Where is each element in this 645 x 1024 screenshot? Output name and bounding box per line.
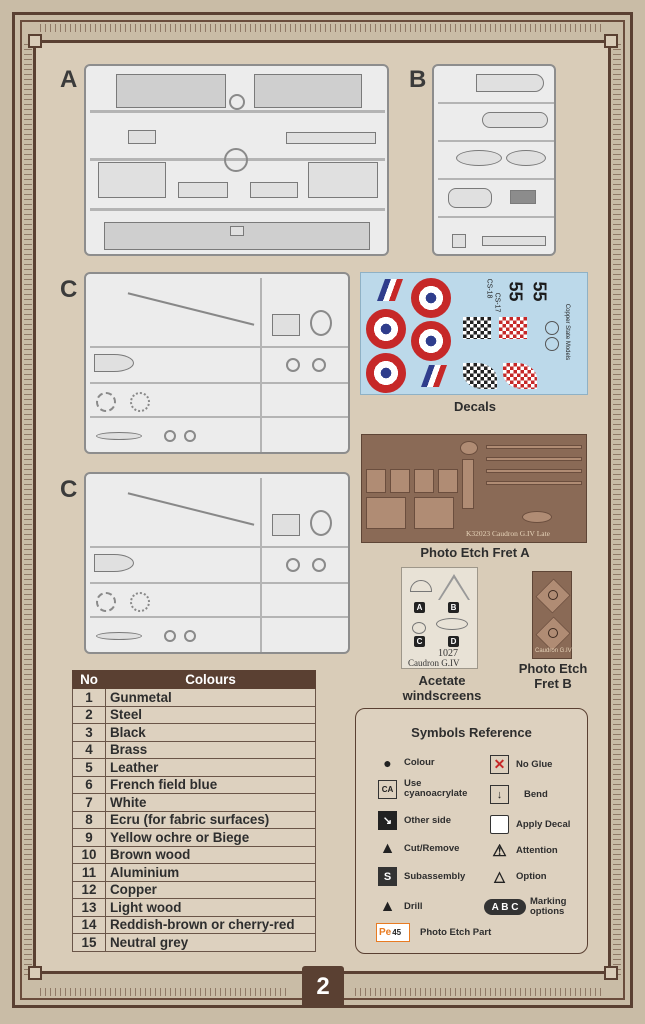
colour-number: 15 xyxy=(73,934,106,952)
sprue-b xyxy=(432,64,556,256)
symbol-pe-part xyxy=(376,923,491,942)
checker-dark-2 xyxy=(463,363,497,389)
corner-tl xyxy=(28,34,42,48)
colour-name: Leather xyxy=(106,759,316,777)
apply-decal-icon xyxy=(490,815,509,834)
roundel-3 xyxy=(411,321,451,361)
other-side-icon: ↘ xyxy=(378,811,397,830)
colour-number: 4 xyxy=(73,741,106,759)
colour-name: Black xyxy=(106,724,316,742)
decal-code-2: CS-17 xyxy=(493,292,501,313)
colour-name: Steel xyxy=(106,706,316,724)
colour-name: Copper xyxy=(106,881,316,899)
symbol-cut-remove-label: Cut/Remove xyxy=(404,842,460,854)
section-label-c-lower: C xyxy=(60,476,78,503)
roundel-4 xyxy=(366,353,406,393)
decal-sheet xyxy=(360,272,588,395)
table-row xyxy=(73,846,316,864)
drill-icon: ▲ xyxy=(379,897,396,915)
symbol-subassembly xyxy=(378,867,465,886)
symbols-reference-box xyxy=(355,708,588,954)
symbol-no-glue xyxy=(490,755,552,774)
acetate-caption: Acetate windscreens xyxy=(402,673,482,703)
symbol-other-side xyxy=(378,811,451,830)
symbol-bend xyxy=(490,785,548,804)
colours-header-no: No xyxy=(73,671,106,689)
table-row xyxy=(73,916,316,934)
symbol-attention-label: Attention xyxy=(516,844,558,856)
colour-number: 3 xyxy=(73,724,106,742)
acetate-badge-a: A xyxy=(414,602,425,613)
fret-a-label: K32023 Caudron G.IV Late xyxy=(466,529,551,538)
sprue-c-lower xyxy=(84,472,350,654)
section-label-a: A xyxy=(60,66,78,93)
attention-icon: ⚠ xyxy=(492,842,507,860)
sprue-a xyxy=(84,64,389,256)
colour-number: 8 xyxy=(73,811,106,829)
symbol-option-label: Option xyxy=(516,870,547,882)
corner-bl xyxy=(28,966,42,980)
table-row xyxy=(73,759,316,777)
colour-number: 10 xyxy=(73,846,106,864)
fret-b-label: Caudron G.IV xyxy=(535,648,572,654)
acetate-sheet xyxy=(401,567,478,669)
symbol-attention xyxy=(490,841,558,860)
colour-drop-icon: ● xyxy=(383,754,392,771)
section-label-b: B xyxy=(409,66,427,93)
decal-number-2: 55 xyxy=(529,281,550,302)
colour-name: Light wood xyxy=(106,899,316,917)
pe-part-icon xyxy=(376,923,410,942)
cut-remove-icon: ▲ xyxy=(379,839,396,857)
roundel-2 xyxy=(366,309,406,349)
symbol-pe-part-label: Photo Etch Part xyxy=(420,926,492,938)
colour-name: French field blue xyxy=(106,776,316,794)
symbol-marking-options xyxy=(484,897,580,917)
table-row xyxy=(73,829,316,847)
photo-etch-fret-a xyxy=(361,434,587,543)
symbol-bend-label: Bend xyxy=(524,788,548,800)
page-number: 2 xyxy=(302,966,344,1008)
acetate-name: Caudron G.IV xyxy=(408,658,460,668)
bottom-ruler xyxy=(40,988,290,996)
colours-header-name: Colours xyxy=(106,671,316,689)
marking-options-icon: A B C xyxy=(484,899,526,915)
table-row xyxy=(73,689,316,707)
tricolour-upper xyxy=(377,279,403,301)
colour-number: 6 xyxy=(73,776,106,794)
table-row xyxy=(73,776,316,794)
table-row xyxy=(73,794,316,812)
corner-tr xyxy=(604,34,618,48)
colour-number: 1 xyxy=(73,689,106,707)
symbol-other-side-label: Other side xyxy=(404,814,451,826)
table-row xyxy=(73,741,316,759)
bottom-ruler-right xyxy=(355,988,605,996)
symbol-drill xyxy=(378,897,422,916)
sprue-c-upper xyxy=(84,272,350,454)
table-row xyxy=(73,811,316,829)
decals-caption: Decals xyxy=(454,399,496,414)
symbols-title: Symbols Reference xyxy=(411,725,532,740)
colour-name: White xyxy=(106,794,316,812)
table-row xyxy=(73,864,316,882)
colour-number: 2 xyxy=(73,706,106,724)
table-row xyxy=(73,724,316,742)
symbol-option xyxy=(490,867,547,886)
symbol-marking-options-label: Marking options xyxy=(530,896,567,917)
checker-red-1 xyxy=(499,317,527,339)
symbol-colour xyxy=(378,753,435,772)
cyano-icon: CA xyxy=(378,780,397,799)
no-glue-icon: ✕ xyxy=(490,755,509,774)
bend-icon: ↓ xyxy=(490,785,509,804)
table-row xyxy=(73,934,316,952)
colour-name: Neutral grey xyxy=(106,934,316,952)
table-row xyxy=(73,706,316,724)
checker-red-2 xyxy=(503,363,537,389)
fret-a-caption: Photo Etch Fret A xyxy=(420,545,530,560)
decal-number-1: 55 xyxy=(505,281,526,302)
table-row xyxy=(73,899,316,917)
symbol-subassembly-label: Subassembly xyxy=(404,870,466,882)
option-icon: △ xyxy=(494,868,505,884)
tricolour-lower xyxy=(421,365,447,387)
symbol-drill-label: Drill xyxy=(404,900,423,912)
symbol-cyano-label: Use cyanoacrylate xyxy=(404,778,468,799)
photo-etch-fret-b xyxy=(532,571,572,659)
colour-number: 9 xyxy=(73,829,106,847)
checker-dark-1 xyxy=(463,317,491,339)
symbol-no-glue-label: No Glue xyxy=(516,758,553,770)
colour-number: 11 xyxy=(73,864,106,882)
symbol-apply-decal xyxy=(490,815,570,834)
acetate-badge-d: D xyxy=(448,636,459,647)
colour-name: Ecru (for fabric surfaces) xyxy=(106,811,316,829)
top-ruler xyxy=(40,24,605,32)
colour-number: 14 xyxy=(73,916,106,934)
left-ruler xyxy=(24,40,32,975)
right-ruler xyxy=(613,40,621,975)
symbol-cyano xyxy=(378,779,476,799)
colour-name: Yellow ochre or Biege xyxy=(106,829,316,847)
symbol-cut-remove xyxy=(378,839,459,858)
table-row xyxy=(73,881,316,899)
symbol-apply-decal-label: Apply Decal xyxy=(516,818,571,830)
corner-br xyxy=(604,966,618,980)
acetate-code: 1027 xyxy=(438,648,458,659)
colour-number: 7 xyxy=(73,794,106,812)
roundel-1 xyxy=(411,278,451,318)
colour-name: Brown wood xyxy=(106,846,316,864)
colour-name: Aluminium xyxy=(106,864,316,882)
decal-code-1: CS-18 xyxy=(485,278,493,299)
section-label-c-upper: C xyxy=(60,276,78,303)
colour-name: Gunmetal xyxy=(106,689,316,707)
acetate-badge-b: B xyxy=(448,602,459,613)
fret-b-caption: Photo Etch Fret B xyxy=(518,661,588,691)
acetate-badge-c: C xyxy=(414,636,425,647)
colours-table xyxy=(72,670,316,952)
colour-number: 12 xyxy=(73,881,106,899)
pe-part-icon-text: Pe xyxy=(379,927,392,938)
colour-number: 5 xyxy=(73,759,106,777)
symbol-colour-label: Colour xyxy=(404,756,435,768)
subassembly-icon: S xyxy=(378,867,397,886)
colour-name: Brass xyxy=(106,741,316,759)
colours-header-row xyxy=(73,671,316,689)
decal-brand-text: Copper State Models xyxy=(564,303,571,361)
colour-number: 13 xyxy=(73,899,106,917)
colour-name: Reddish-brown or cherry-red xyxy=(106,916,316,934)
pe-part-icon-number: 45 xyxy=(392,928,402,937)
